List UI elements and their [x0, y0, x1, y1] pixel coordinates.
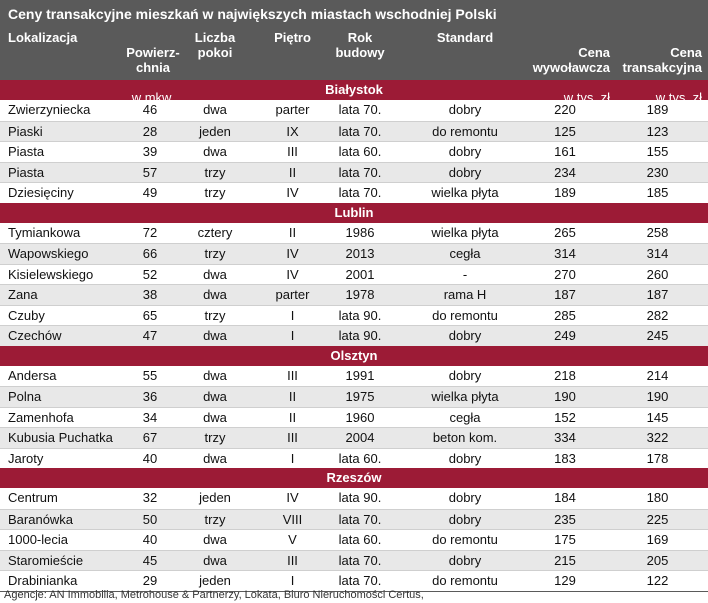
- cell-location: Zana: [8, 287, 38, 302]
- cell-rooms: jeden: [199, 490, 231, 505]
- cell-year: lata 90.: [338, 490, 382, 505]
- city-header: Białystok: [0, 80, 708, 100]
- cell-transaction-price: 314: [646, 246, 669, 261]
- cell-asking-price: 125: [554, 123, 576, 139]
- cell-floor: III: [287, 144, 298, 159]
- cell-location: Drabinianka: [8, 573, 78, 588]
- cell-standard: dobry: [448, 490, 482, 505]
- cell-asking-price: 270: [554, 266, 576, 282]
- table-row: [0, 570, 708, 591]
- table-row: [0, 407, 708, 428]
- cell-area: 28: [142, 123, 158, 139]
- cell-area: 67: [142, 430, 158, 445]
- cell-transaction-price: 190: [646, 389, 669, 404]
- cell-year: 1960: [345, 409, 375, 425]
- cell-transaction-price: 258: [646, 224, 669, 240]
- cell-rooms: trzy: [204, 246, 226, 261]
- cell-year: lata 60.: [338, 450, 382, 466]
- cell-transaction-price: 214: [646, 367, 669, 383]
- cell-transaction-price: 260: [646, 266, 669, 282]
- cell-asking-price: 235: [554, 511, 576, 527]
- cell-rooms: jeden: [199, 123, 231, 139]
- cell-transaction-price: 169: [646, 532, 669, 547]
- cell-area: 29: [142, 573, 158, 588]
- cell-location: Polna: [8, 389, 42, 404]
- cell-transaction-price: 145: [646, 409, 669, 425]
- cell-location: Kubusia Puchatka: [8, 430, 113, 445]
- cell-area: 72: [142, 224, 158, 240]
- table-row: [0, 366, 708, 387]
- cell-floor: III: [287, 552, 298, 568]
- table-row: [0, 141, 708, 162]
- cell-asking-price: 218: [554, 367, 576, 383]
- cell-standard: do remontu: [432, 307, 498, 323]
- table-row: [0, 264, 708, 285]
- cell-standard: wielka płyta: [431, 185, 499, 200]
- cell-location: Czechów: [8, 328, 62, 343]
- cell-year: lata 70.: [338, 123, 382, 139]
- cell-area: 38: [142, 287, 158, 302]
- cell-year: lata 90.: [338, 328, 382, 343]
- cell-area: 40: [142, 532, 158, 547]
- cell-standard: dobry: [448, 367, 482, 383]
- cell-rooms: cztery: [197, 224, 233, 240]
- cell-area: 45: [142, 552, 158, 568]
- cell-location: Piasta: [8, 144, 45, 159]
- header-year: Rok budowy: [335, 30, 385, 60]
- cell-standard: dobry: [448, 511, 482, 527]
- cell-standard: dobry: [448, 328, 482, 343]
- cell-transaction-price: 225: [646, 511, 669, 527]
- header-rooms: Liczba pokoi: [194, 30, 236, 60]
- cell-standard: cegła: [449, 246, 481, 261]
- table-row: [0, 488, 708, 509]
- cell-floor: I: [290, 328, 295, 343]
- cell-transaction-price: 122: [646, 573, 669, 588]
- table-row: [0, 223, 708, 244]
- cell-rooms: dwa: [203, 328, 227, 343]
- cell-standard: wielka płyta: [431, 389, 499, 404]
- cell-floor: V: [288, 532, 297, 547]
- cell-location: Wapowskiego: [8, 246, 89, 261]
- cell-standard: dobry: [448, 164, 482, 180]
- cell-location: Tymiankowa: [8, 224, 81, 240]
- cell-area: 66: [142, 246, 158, 261]
- table-row: [0, 427, 708, 448]
- table-row: [0, 529, 708, 550]
- cell-standard: do remontu: [432, 123, 498, 139]
- table-row: [0, 100, 708, 121]
- cell-transaction-price: 322: [646, 430, 669, 445]
- cell-location: Andersa: [8, 367, 57, 383]
- cell-floor: III: [287, 430, 298, 445]
- header-area: [118, 30, 188, 105]
- cell-asking-price: 285: [554, 307, 576, 323]
- cell-floor: IV: [286, 246, 299, 261]
- table-row: [0, 284, 708, 305]
- table-body: [0, 80, 708, 592]
- cell-rooms: dwa: [203, 389, 227, 404]
- cell-standard: dobry: [448, 450, 482, 466]
- table-row: [0, 448, 708, 469]
- cell-floor: parter: [275, 102, 310, 117]
- cell-rooms: dwa: [203, 144, 227, 159]
- cell-transaction-price: 185: [646, 185, 669, 200]
- cell-area: 40: [142, 450, 158, 466]
- cell-location: Czuby: [8, 307, 45, 323]
- cell-asking-price: 234: [554, 164, 576, 180]
- table-title: Ceny transakcyjne mieszkań w największych miastach wschodniej Polski: [0, 0, 708, 28]
- cell-year: 1991: [345, 367, 375, 383]
- cell-location: Piasta: [8, 164, 45, 180]
- cell-year: lata 70.: [338, 552, 382, 568]
- table-row: [0, 386, 708, 407]
- cell-year: 1986: [345, 224, 375, 240]
- cell-area: 39: [142, 144, 158, 159]
- header-transaction-price: [598, 30, 702, 105]
- cell-asking-price: 215: [554, 552, 576, 568]
- header-area-label: Powierz- chnia: [126, 45, 180, 75]
- cell-floor: IV: [286, 185, 299, 200]
- table-row: [0, 121, 708, 142]
- cell-location: Zamenhofa: [8, 409, 74, 425]
- cell-asking-price: 190: [554, 389, 576, 404]
- cell-floor: I: [290, 307, 295, 323]
- cell-area: 65: [142, 307, 158, 323]
- cell-area: 36: [142, 389, 158, 404]
- cell-standard: dobry: [448, 144, 482, 159]
- cell-year: 2013: [345, 246, 375, 261]
- cell-area: 50: [142, 511, 158, 527]
- cell-rooms: dwa: [203, 552, 227, 568]
- cell-asking-price: 175: [554, 532, 576, 547]
- cell-asking-price: 184: [554, 490, 576, 505]
- cell-asking-price: 183: [554, 450, 576, 466]
- cell-standard: cegła: [449, 409, 481, 425]
- cell-floor: III: [287, 367, 298, 383]
- cell-area: 32: [142, 490, 158, 505]
- cell-standard: do remontu: [432, 573, 498, 588]
- cell-asking-price: 129: [554, 573, 576, 588]
- cell-location: Zwierzyniecka: [8, 102, 91, 117]
- cell-year: lata 60.: [338, 144, 382, 159]
- table-row: [0, 550, 708, 571]
- city-header: Olsztyn: [0, 346, 708, 366]
- cell-rooms: trzy: [204, 307, 226, 323]
- cell-rooms: jeden: [199, 573, 231, 588]
- cell-year: lata 70.: [338, 102, 382, 117]
- cell-floor: II: [288, 164, 297, 180]
- cell-area: 55: [142, 367, 158, 383]
- cell-asking-price: 314: [554, 246, 576, 261]
- cell-transaction-price: 205: [646, 552, 669, 568]
- table-row: [0, 509, 708, 530]
- cell-transaction-price: 187: [646, 287, 669, 302]
- header-asking-price: [505, 30, 610, 105]
- header-area-unit: w mkw.: [131, 90, 175, 105]
- cell-floor: I: [290, 450, 295, 466]
- cell-standard: -: [462, 266, 468, 282]
- header-transaction-price-label: Cena transakcyjna: [622, 45, 702, 75]
- header-standard: Standard: [436, 30, 494, 45]
- cell-year: lata 70.: [338, 164, 382, 180]
- cell-year: lata 70.: [338, 511, 382, 527]
- cell-asking-price: 187: [554, 287, 576, 302]
- cell-rooms: dwa: [203, 287, 227, 302]
- cell-transaction-price: 178: [646, 450, 669, 466]
- cell-asking-price: 334: [554, 430, 576, 445]
- cell-location: Jaroty: [8, 450, 44, 466]
- source-note: Agencje: AN Immobilia, Metrohouse & Partnerzy, Lokata, Biuro Nieruchomości Certus,: [4, 589, 424, 601]
- cell-rooms: dwa: [203, 532, 227, 547]
- cell-rooms: dwa: [203, 409, 227, 425]
- cell-area: 49: [142, 185, 158, 200]
- cell-standard: rama H: [443, 287, 487, 302]
- cell-asking-price: 220: [554, 102, 576, 117]
- cell-year: 2001: [345, 266, 375, 282]
- cell-floor: IX: [286, 123, 299, 139]
- table-row: [0, 325, 708, 346]
- cell-location: Centrum: [8, 490, 58, 505]
- cell-standard: wielka płyta: [431, 224, 499, 240]
- cell-standard: beton kom.: [432, 430, 498, 445]
- cell-year: lata 60.: [338, 532, 382, 547]
- cell-transaction-price: 230: [646, 164, 669, 180]
- header-location: Lokalizacja: [8, 30, 78, 45]
- city-header: Lublin: [0, 203, 708, 223]
- cell-asking-price: 249: [554, 328, 576, 343]
- table-row: [0, 182, 708, 203]
- cell-standard: do remontu: [432, 532, 498, 547]
- cell-year: 1975: [345, 389, 375, 404]
- cell-floor: II: [288, 409, 297, 425]
- table-row: [0, 162, 708, 183]
- cell-area: 34: [142, 409, 158, 425]
- cell-location: Kisielewskiego: [8, 266, 94, 282]
- cell-floor: II: [288, 389, 297, 404]
- cell-rooms: trzy: [204, 430, 226, 445]
- cell-rooms: trzy: [204, 511, 226, 527]
- cell-year: lata 70.: [338, 185, 382, 200]
- cell-location: Staromieście: [8, 552, 84, 568]
- cell-floor: parter: [275, 287, 310, 302]
- cell-year: 2004: [345, 430, 375, 445]
- cell-area: 47: [142, 328, 158, 343]
- cell-asking-price: 161: [554, 144, 576, 159]
- header-asking-price-label: Cena wywoławcza: [532, 45, 610, 75]
- cell-rooms: dwa: [203, 102, 227, 117]
- cell-transaction-price: 180: [646, 490, 669, 505]
- cell-area: 57: [142, 164, 158, 180]
- cell-asking-price: 265: [554, 224, 576, 240]
- cell-rooms: trzy: [204, 185, 226, 200]
- cell-location: Dziesięciny: [8, 185, 74, 200]
- table-row: [0, 243, 708, 264]
- header-asking-price-unit: w tys. zł: [563, 90, 610, 105]
- cell-standard: dobry: [448, 102, 482, 117]
- cell-floor: II: [288, 224, 297, 240]
- cell-rooms: dwa: [203, 367, 227, 383]
- cell-area: 52: [142, 266, 158, 282]
- cell-location: Baranówka: [8, 511, 74, 527]
- cell-asking-price: 189: [554, 185, 576, 200]
- cell-area: 46: [142, 102, 158, 117]
- table-row: [0, 305, 708, 326]
- cell-floor: IV: [286, 266, 299, 282]
- cell-transaction-price: 189: [646, 102, 669, 117]
- cell-year: lata 90.: [338, 307, 382, 323]
- cell-location: Piaski: [8, 123, 43, 139]
- cell-year: 1978: [345, 287, 375, 302]
- header-floor: Piętro: [274, 30, 311, 45]
- cell-transaction-price: 245: [646, 328, 669, 343]
- cell-floor: IV: [286, 490, 299, 505]
- cell-year: lata 70.: [338, 573, 382, 588]
- cell-rooms: trzy: [204, 164, 226, 180]
- header-transaction-price-unit: w tys. zł: [655, 90, 702, 105]
- city-header: Rzeszów: [0, 468, 708, 488]
- cell-standard: dobry: [448, 552, 482, 568]
- cell-rooms: dwa: [203, 266, 227, 282]
- cell-floor: I: [290, 573, 295, 588]
- cell-transaction-price: 282: [646, 307, 669, 323]
- cell-transaction-price: 155: [646, 144, 669, 159]
- cell-location: 1000-lecia: [8, 532, 68, 547]
- cell-floor: VIII: [282, 511, 303, 527]
- cell-transaction-price: 123: [646, 123, 669, 139]
- cell-asking-price: 152: [554, 409, 576, 425]
- cell-rooms: dwa: [203, 450, 227, 466]
